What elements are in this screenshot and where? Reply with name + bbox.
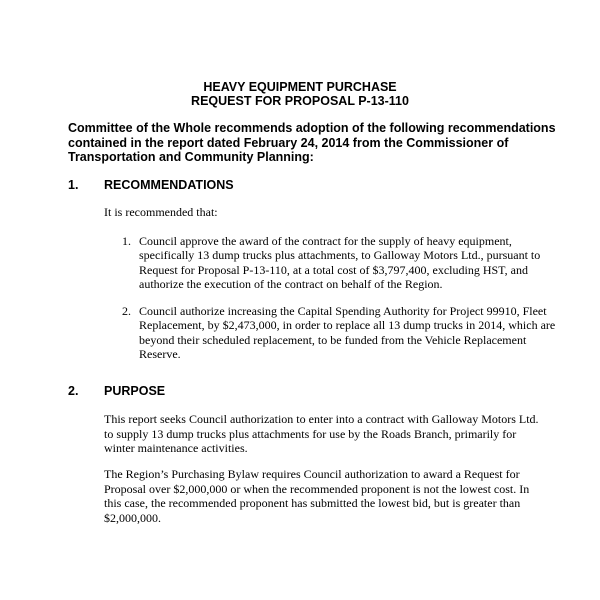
recommendation-item xyxy=(122,304,562,362)
recommendation-text: Council approve the award of the contract for the supply of heavy equipment, specifically 13 dump trucks plus attachments, to Galloway Motors Ltd., pursuant to Request for Proposal P-13-110, at a total cost of $3,797,400, excluding HST, and authorize the execution of the contract on behalf of the Region. xyxy=(139,234,541,292)
section-heading-recommendations: RECOMMENDATIONS xyxy=(104,178,234,192)
section-number-purpose: 2. xyxy=(68,384,79,398)
recommendations-lead: It is recommended that: xyxy=(104,205,218,219)
document-title-line-1: HEAVY EQUIPMENT PURCHASE xyxy=(203,80,397,94)
purpose-paragraph: The Region’s Purchasing Bylaw requires Council authorization to award a Request for Proposal over $2,000,000 or when the recommended proponent is not the lowest cost. In this case, the recommended proponent has submitted the lowest bid, but is greater than $2,000,000. xyxy=(104,467,530,525)
purpose-paragraph: This report seeks Council authorization to enter into a contract with Galloway Motors Ltd. to supply 13 dump trucks plus attachments for use by the Roads Branch, primarily for winter maintenance activities. xyxy=(104,412,539,456)
recommendation-item xyxy=(122,234,562,292)
recommendation-number: 1. xyxy=(122,234,131,248)
recommendation-number: 2. xyxy=(122,304,131,318)
intro-statement: Committee of the Whole recommends adoption of the following recommendations contained in the report dated February 24, 2014 from the Commissioner of Transportation and Community Planning: xyxy=(68,121,556,165)
section-heading-purpose: PURPOSE xyxy=(104,384,166,398)
recommendation-text: Council authorize increasing the Capital Spending Authority for Project 99910, Fleet Replacement, by $2,473,000, in order to replace all 13 dump trucks in 2014, which are beyond their scheduled replacement, to be funded from the Vehicle Replacement Reserve. xyxy=(139,304,556,362)
section-number-recommendations: 1. xyxy=(68,178,79,192)
document-title-line-2: REQUEST FOR PROPOSAL P-13-110 xyxy=(191,94,409,108)
